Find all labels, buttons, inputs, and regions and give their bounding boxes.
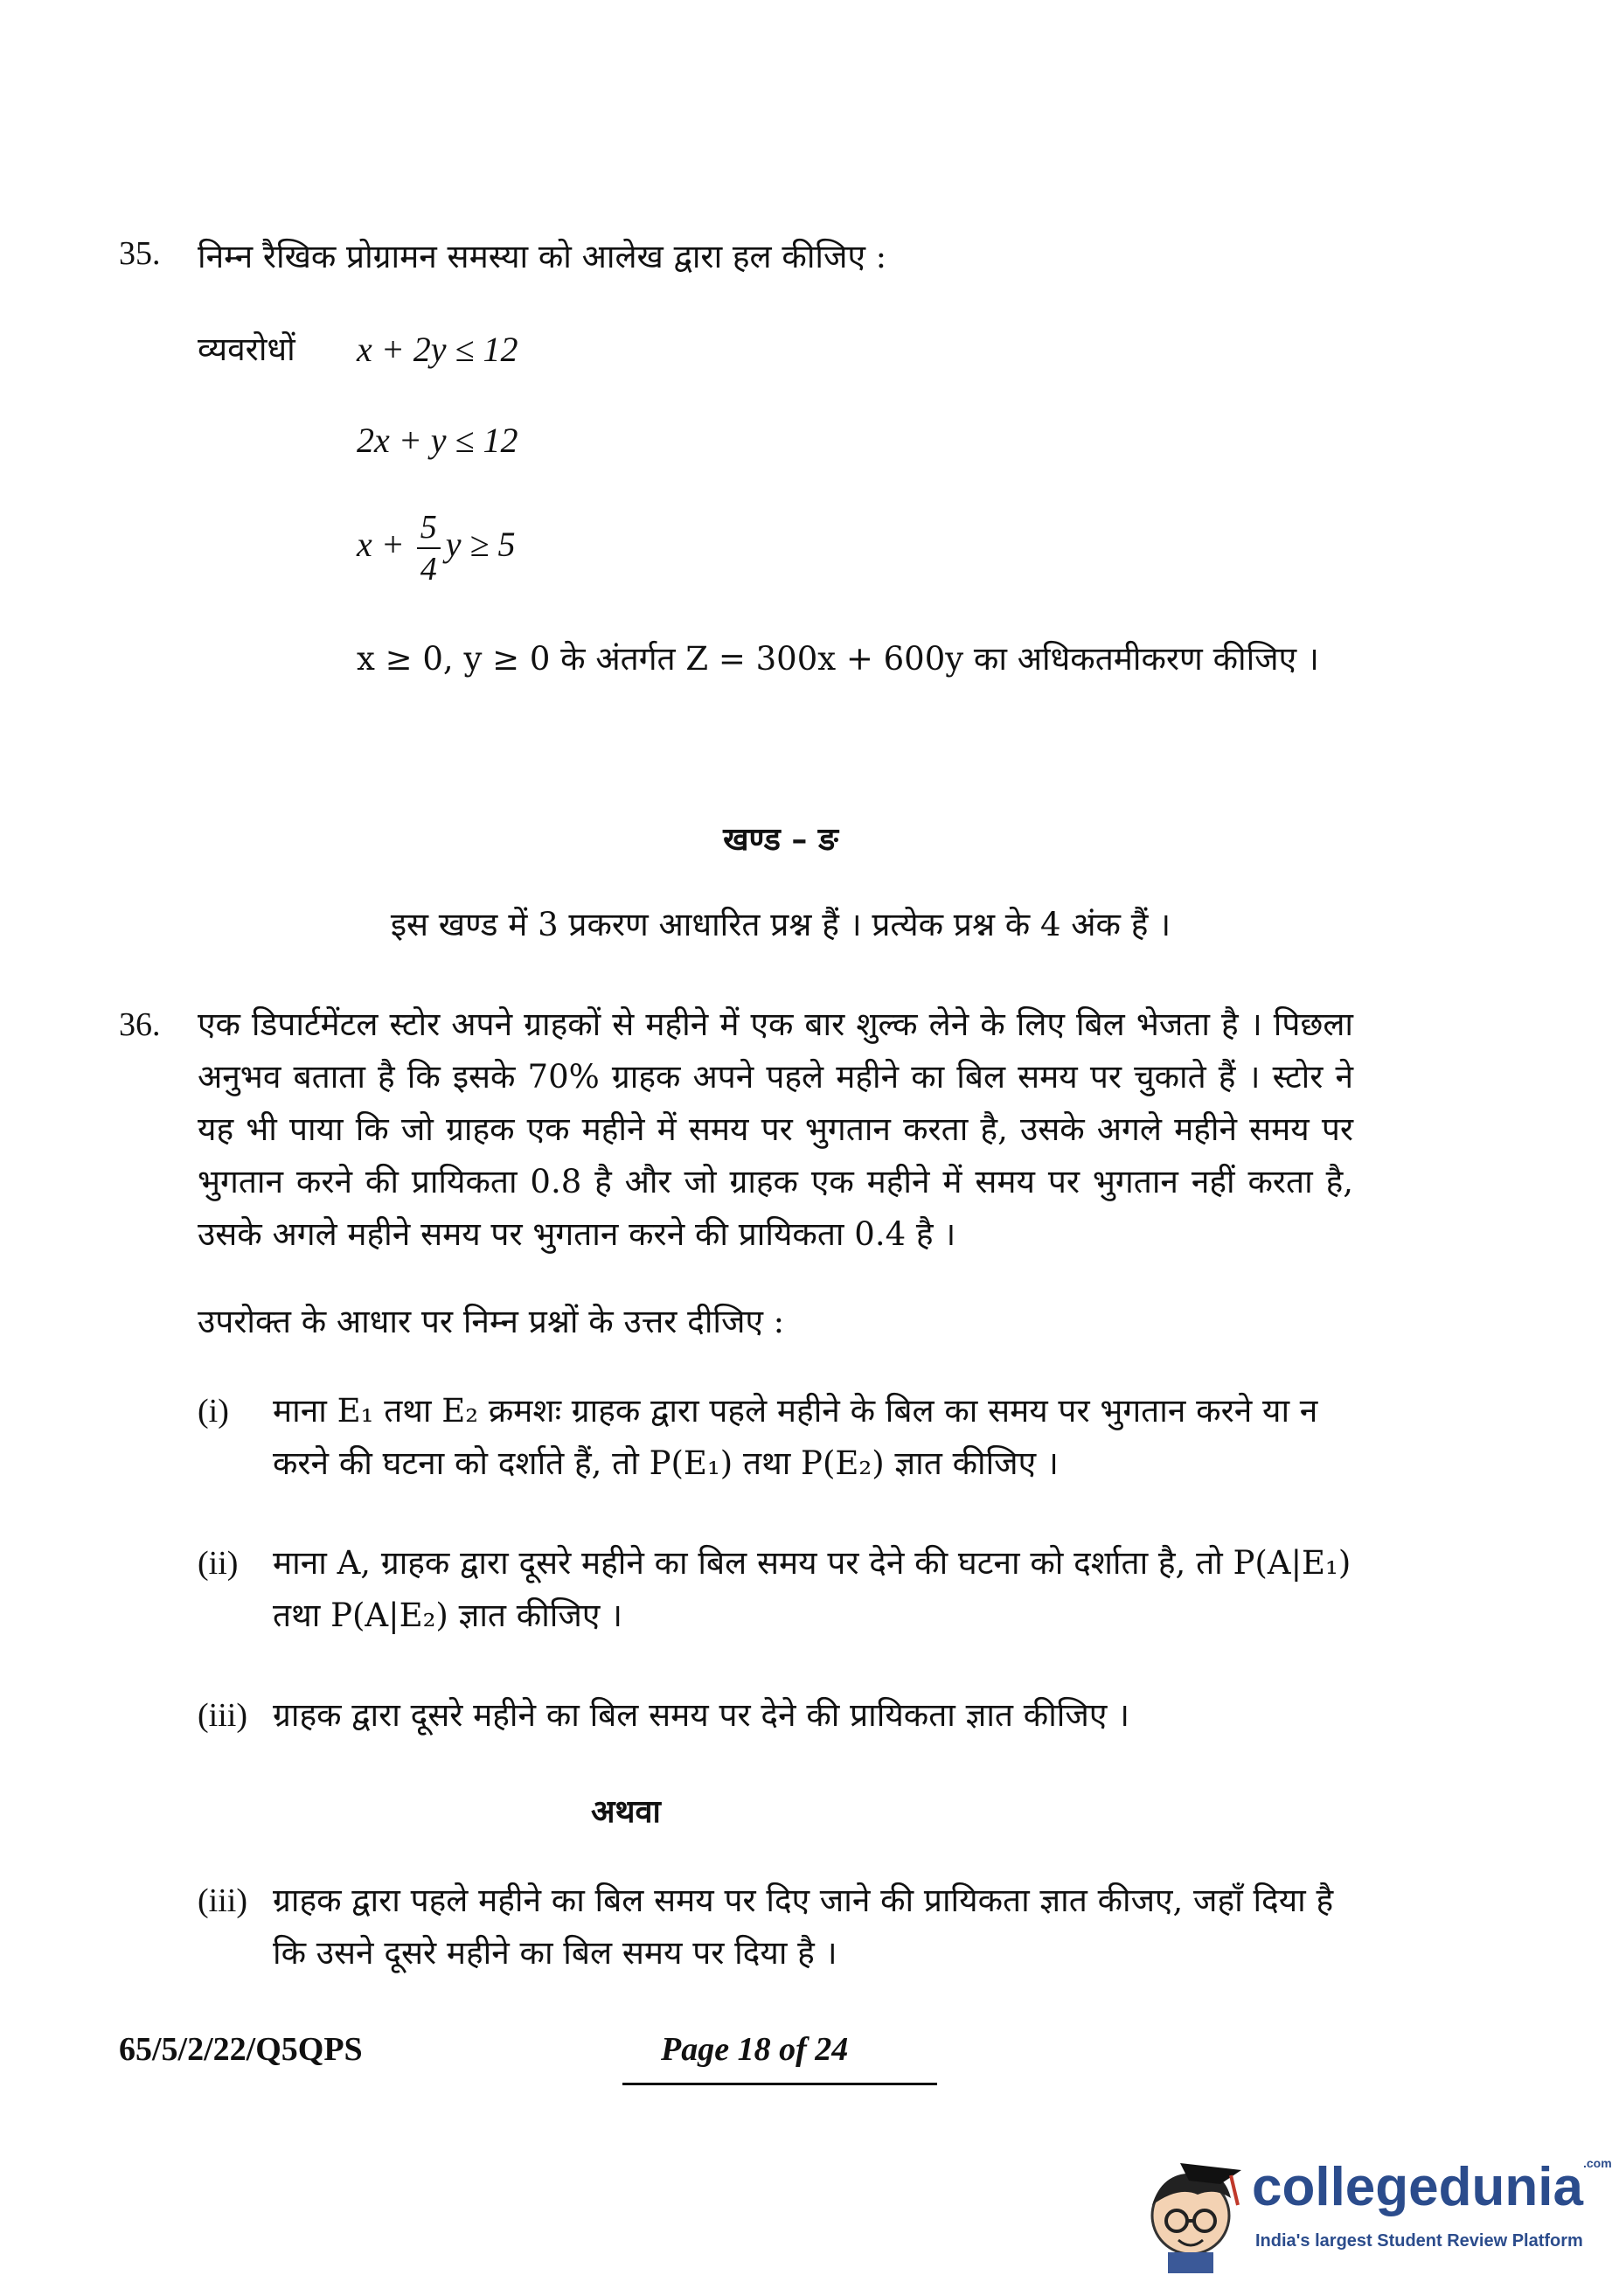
question-passage: एक डिपार्टमेंटल स्टोर अपने ग्राहकों से महीने में एक बार शुल्क लेने के लिए बिल भेजता है । पिछला अनुभव बताता है कि इसके 70% ग्राहक अपने पहले महीने का बिल समय पर चुकाते हैं । स्टोर ने यह भी पाया कि जो ग्राहक एक महीने में समय पर भुगतान करता है, उसके अगले महीने समय पर भुगतान करने की प्रायिकता 0.8 है और जो ग्राहक एक महीने में समय पर भुगतान नहीं करता है, उसके अगले महीने समय पर भुगतान करने की प्रायिकता 0.4 है ।: [198, 1005, 1353, 1253]
question-number: 35.: [119, 235, 161, 272]
section-title: खण्ड – ङ: [723, 821, 838, 858]
part-label: (iii): [198, 1882, 247, 1919]
part-label: (iii): [198, 1697, 247, 1734]
part-text: ग्राहक द्वारा दूसरे महीने का बिल समय पर देने की प्रायिकता ज्ञात कीजिए ।: [273, 1696, 1130, 1734]
fraction-denominator: 4: [420, 551, 437, 588]
question-prompt: उपरोक्त के आधार पर निम्न प्रश्नों के उत्तर दीजिए :: [198, 1303, 785, 1340]
question-number: 36.: [119, 1006, 161, 1043]
brand-suffix: .com: [1582, 2156, 1612, 2170]
constraints-label: व्यवरोधों: [198, 330, 295, 368]
section-instruction: इस खण्ड में 3 प्रकरण आधारित प्रश्न हैं । प्रत्येक प्रश्न के 4 अंक हैं ।: [390, 906, 1171, 943]
part-text: ग्राहक द्वारा पहले महीने का बिल समय पर दिए जाने की प्रायिकता ज्ञात कीजए, जहाँ दिया है कि उसने दूसरे महीने का बिल समय पर दिया है ।: [273, 1882, 1334, 1972]
page-number: Page 18 of 24: [661, 2031, 849, 2068]
part-text: माना A, ग्राहक द्वारा दूसरे महीने का बिल समय पर देने की घटना को दर्शाता है, तो P(A|E₁) तथा P(A|E₂) ज्ञात कीजिए ।: [273, 1544, 1351, 1634]
constraint-3-right: y ≥ 5: [445, 525, 516, 565]
constraint-1: x + 2y ≤ 12: [357, 330, 518, 369]
brand-name: collegedunia: [1252, 2157, 1583, 2217]
mascot-icon: [1136, 2144, 1259, 2275]
page-number-underline: [622, 2083, 937, 2085]
constraint-2: 2x + y ≤ 12: [357, 421, 518, 460]
fraction: [417, 507, 441, 589]
part-label: (ii): [198, 1545, 239, 1582]
part-text: माना E₁ तथा E₂ क्रमशः ग्राहक द्वारा पहले महीने के बिल का समय पर भुगतान करने या न करने की घटना को दर्शाते हैं, तो P(E₁) तथा P(E₂) ज्ञात कीजिए ।: [273, 1392, 1318, 1482]
part-label: (i): [198, 1393, 229, 1430]
question-text: निम्न रैखिक प्रोग्रामन समस्या को आलेख द्वारा हल कीजिए :: [198, 238, 887, 275]
constraint-3-left: x +: [357, 525, 413, 565]
paper-code: 65/5/2/22/Q5QPS: [119, 2031, 363, 2068]
or-label: अथवा: [591, 1793, 661, 1830]
brand-logo: [1252, 2156, 1612, 2218]
constraint-3: [357, 507, 515, 589]
objective-function: x ≥ 0, y ≥ 0 के अंतर्गत Z = 300x + 600y का अधिकतमीकरण कीजिए ।: [357, 640, 1319, 678]
fraction-numerator: 5: [417, 507, 441, 549]
brand-tagline: India's largest Student Review Platform: [1255, 2231, 1583, 2251]
